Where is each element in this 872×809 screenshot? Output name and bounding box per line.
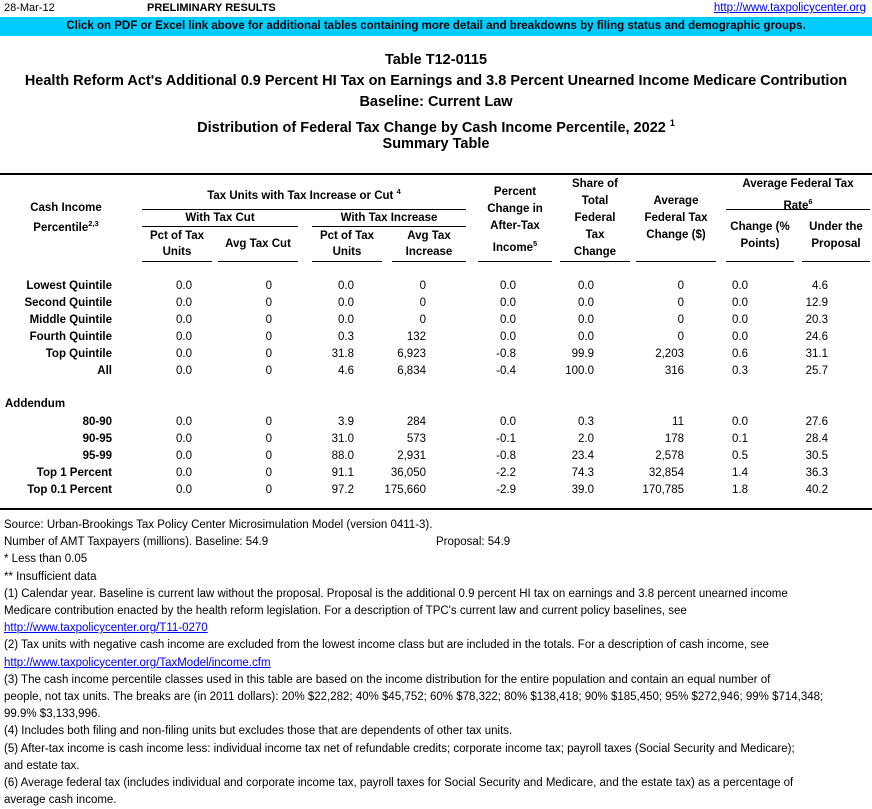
col-header-change-points: Change (% Points) (730, 221, 790, 250)
note-5: (5) After-tax income is cash income less: individual income tax net of refundable credits; corporate income tax; payroll taxes (Social Security and Medicare); (4, 742, 795, 755)
table-cell: 0.0 (578, 280, 594, 292)
table-cell: 0.0 (176, 433, 192, 445)
col-header-avg-tax-cut: Avg Tax Cut (225, 238, 291, 250)
col-rule (560, 261, 630, 262)
note-3-cont2: 99.9% $3,133,996. (4, 708, 101, 721)
table-cell: 0 (419, 280, 426, 292)
row-label: Middle Quintile (29, 314, 112, 326)
col-header-pct-change: Percent Change in After-Tax Income$^5$ (487, 186, 543, 254)
table-cell: 31.0 (331, 433, 354, 445)
table-cell: 0 (265, 314, 272, 326)
table-cell: 0.6 (732, 348, 748, 360)
table-cell: 0.0 (338, 314, 354, 326)
summary-table (0, 278, 828, 380)
table-cell: 6,923 (397, 348, 426, 360)
col-header-with-tax-increase: With Tax Increase (340, 212, 438, 224)
table-cell: 0.0 (732, 331, 748, 343)
table-cell: 30.5 (805, 450, 828, 462)
table-cell: 0.0 (176, 280, 192, 292)
amt-note: Number of AMT Taxpayers (millions). Baseline: 54.9 Proposal: 54.9 (4, 536, 511, 549)
table-cell: 2,578 (655, 450, 684, 462)
table-cell: -0.8 (496, 450, 516, 462)
col-header-avg-fed-tax: Average Federal Tax Change ($) (644, 195, 708, 241)
summary-title: Summary Table (382, 136, 490, 152)
table-cell: -0.8 (496, 348, 516, 360)
row-label: Top 0.1 Percent (27, 484, 112, 496)
table-cell: 0 (419, 297, 426, 309)
row-label: Lowest Quintile (26, 280, 112, 292)
table-cell: 0.0 (338, 280, 354, 292)
table-row (0, 312, 828, 329)
insufficient-note: ** Insufficient data (4, 570, 97, 583)
col-header-avg-tax-increase: Avg Tax Increase (405, 230, 453, 258)
table-cell: 36,050 (390, 467, 426, 479)
tpc-website-link[interactable]: http://www.taxpolicycenter.org (713, 2, 866, 14)
table-cell: 175,660 (384, 484, 426, 496)
table-cell: -2.2 (496, 467, 516, 479)
table-cell: 0.3 (338, 331, 354, 343)
table-cell: 0.3 (732, 365, 748, 377)
note-1: (1) Calendar year. Baseline is current law without the proposal. Proposal is the additional 0.9 percent HI tax on earnings and 3.8 percent unearned income (4, 587, 788, 600)
table-cell: 39.0 (571, 484, 594, 496)
row-label: 80-90 (82, 416, 112, 428)
note-6: (6) Average federal tax (includes individual and corporate income tax, payroll taxes for Social Security and Medicare, and the estate tax) as a percentage of (4, 777, 794, 790)
table-cell: 316 (664, 365, 684, 377)
distribution-title: Distribution of Federal Tax Change by Cash Income Percentile, 2022 $^1$ (197, 118, 675, 136)
table-cell: 28.4 (805, 433, 828, 445)
table-id: Table T12-0115 (384, 52, 488, 68)
table-cell: 178 (664, 433, 684, 445)
row-label: Fourth Quintile (29, 331, 112, 343)
col-rule (142, 261, 212, 262)
table-row (0, 329, 828, 346)
table-cell: -0.1 (496, 433, 516, 445)
row-label: Top 1 Percent (36, 467, 112, 479)
table-cell: 0 (677, 280, 684, 292)
table-cell: 0.0 (578, 314, 594, 326)
baseline-link[interactable]: http://www.taxpolicycenter.org/T11-0270 (4, 622, 208, 635)
table-cell: 3.9 (338, 416, 354, 428)
table-cell: 0.0 (578, 331, 594, 343)
table-cell: 1.8 (732, 484, 748, 496)
table-cell: 23.4 (571, 450, 594, 462)
table-cell: 0 (265, 348, 272, 360)
table-cell: 2,931 (397, 450, 426, 462)
table-cell: 0 (265, 467, 272, 479)
col-header-share: Share of Total Federal Tax Change (571, 178, 618, 258)
col-rule (726, 261, 794, 262)
table-cell: 0.3 (578, 416, 594, 428)
row-label: 90-95 (82, 433, 112, 445)
table-cell: 0.1 (732, 433, 748, 445)
table-cell: 32,854 (648, 467, 684, 479)
table-cell: 0.0 (500, 280, 516, 292)
col-header-pct-tax-increase: Pct of Tax Units (319, 230, 375, 258)
table-cell: 0 (265, 433, 272, 445)
table-cell: 0.0 (176, 297, 192, 309)
table-cell: 284 (406, 416, 426, 428)
table-cell: 20.3 (805, 314, 828, 326)
table-cell: 31.8 (331, 348, 354, 360)
table-cell: 0.0 (338, 297, 354, 309)
table-cell: 0.0 (176, 450, 192, 462)
col-rule (392, 261, 466, 262)
notes-block (4, 517, 870, 809)
col-header-with-tax-cut: With Tax Cut (185, 212, 255, 224)
note-3-cont: people, not tax units. The breaks are (in 2011 dollars): 20% $22,282; 40% $45,752; 60% $78,322; 80% $138,418; 90% $185,450; 95% $272,946; 99% $714,348; (4, 691, 824, 704)
table-cell: 11 (672, 416, 684, 428)
table-cell: 0 (677, 314, 684, 326)
table-cell: 4.6 (812, 280, 828, 292)
col-rule (636, 261, 716, 262)
table-cell: 0.0 (176, 348, 192, 360)
with-tax-cut-rule (142, 226, 298, 227)
cash-income-link[interactable]: http://www.taxpolicycenter.org/TaxModel/income.cfm (4, 656, 271, 669)
table-cell: 0.0 (176, 314, 192, 326)
table-cell: 0 (265, 450, 272, 462)
addendum-row (0, 431, 828, 448)
table-row (0, 363, 828, 380)
table-cell: 0.0 (176, 416, 192, 428)
table-cell: 0 (677, 331, 684, 343)
note-2: (2) Tax units with negative cash income are excluded from the lowest income class but are included in the totals. For a description of cash income, see (4, 639, 769, 652)
table-bottom-rule (0, 508, 872, 510)
col-rule (312, 261, 382, 262)
table-cell: 40.2 (805, 484, 828, 496)
row-label: 95-99 (82, 450, 112, 462)
less-than-note: * Less than 0.05 (4, 553, 88, 566)
table-cell: 99.9 (571, 348, 594, 360)
top-bar (0, 0, 872, 17)
table-cell: 0 (265, 280, 272, 292)
table-cell: -0.4 (496, 365, 516, 377)
col-header-pct-tax-cut: Pct of Tax Units (149, 230, 205, 258)
table-cell: 0 (419, 314, 426, 326)
table-cell: 132 (406, 331, 426, 343)
table-cell: 100.0 (565, 365, 594, 377)
note-5-cont: and estate tax. (4, 759, 80, 772)
table-cell: 6,834 (397, 365, 426, 377)
table-cell: 0.0 (732, 297, 748, 309)
table-cell: 31.1 (805, 348, 828, 360)
table-cell: 97.2 (331, 484, 354, 496)
table-cell: 27.6 (805, 416, 828, 428)
col-header-cash-income: Cash Income Percentile$^{2,3}$ (30, 202, 102, 234)
addendum-row (0, 482, 828, 499)
table-cell: 0.0 (732, 280, 748, 292)
table-cell: 0.0 (176, 331, 192, 343)
table-cell: 4.6 (338, 365, 354, 377)
note-4: (4) Includes both filing and non-filing units but excludes those that are dependents of other tax units. (4, 725, 513, 738)
table-cell: 36.3 (805, 467, 828, 479)
note-6-cont: average cash income. (4, 794, 117, 807)
table-cell: 91.1 (331, 467, 354, 479)
table-cell: 0.0 (500, 416, 516, 428)
table-cell: 0.0 (176, 365, 192, 377)
col-rule (218, 261, 298, 262)
table-cell: 0.0 (176, 484, 192, 496)
note-3: (3) The cash income percentile classes used in this table are based on the income distribution for the entire population and contain an equal number of (4, 673, 771, 686)
table-cell: 2.0 (578, 433, 594, 445)
table-cell: 0 (265, 297, 272, 309)
col-header-under-proposal: Under the Proposal (809, 221, 863, 250)
table-cell: -2.9 (496, 484, 516, 496)
table-cell: 0.0 (500, 331, 516, 343)
table-title-block (0, 50, 872, 155)
row-label: All (97, 365, 112, 377)
table-cell: 0.5 (732, 450, 748, 462)
table-row (0, 346, 828, 363)
table-cell: 0.0 (732, 416, 748, 428)
addendum-row (0, 465, 828, 482)
table-row (0, 295, 828, 312)
table-cell: 1.4 (732, 467, 748, 479)
baseline-title: Baseline: Current Law (359, 94, 513, 110)
col-header-avg-rate: Average Federal Tax Rate$^6$ (742, 178, 854, 212)
table-cell: 0 (265, 484, 272, 496)
table-cell: 0.0 (578, 297, 594, 309)
table-cell: 0 (677, 297, 684, 309)
col-rule (478, 261, 552, 262)
addendum-row (0, 414, 828, 431)
table-cell: 0 (265, 365, 272, 377)
table-cell: 0 (265, 331, 272, 343)
table-cell: 573 (406, 433, 426, 445)
row-label: Top Quintile (45, 348, 112, 360)
source-note: Source: Urban-Brookings Tax Policy Center Microsimulation Model (version 0411-3). (4, 519, 433, 531)
table-cell: 25.7 (805, 365, 828, 377)
table-cell: 170,785 (642, 484, 684, 496)
table-cell: 0.0 (732, 314, 748, 326)
report-date: 28-Mar-12 (4, 2, 55, 14)
table-cell: 12.9 (805, 297, 828, 309)
notice-banner: Click on PDF or Excel link above for additional tables containing more detail and breakdowns by filing status and demographic groups. (0, 17, 872, 36)
addendum-row (0, 448, 828, 465)
header-top-rule (0, 173, 872, 175)
table-cell: 24.6 (805, 331, 828, 343)
preliminary-label: PRELIMINARY RESULTS (147, 2, 276, 14)
row-label: Second Quintile (24, 297, 112, 309)
table-row (0, 278, 828, 295)
col-rule (802, 261, 870, 262)
table-cell: 0.0 (500, 314, 516, 326)
table-cell: 0.0 (176, 467, 192, 479)
col-header-tax-units: Tax Units with Tax Increase or Cut $^4$ (207, 187, 401, 202)
table-cell: 0 (265, 416, 272, 428)
addendum-table (0, 414, 828, 499)
table-cell: 74.3 (571, 467, 594, 479)
table-cell: 88.0 (331, 450, 354, 462)
note-1-cont: Medicare contribution enacted by the health reform legislation. For a description of TPC's current law and current policy baselines, see (4, 605, 687, 618)
table-cell: 0.0 (500, 297, 516, 309)
table-cell: 2,203 (655, 348, 684, 360)
addendum-label: Addendum (5, 398, 66, 410)
with-tax-increase-rule (312, 226, 466, 227)
table-title: Health Reform Act's Additional 0.9 Percent HI Tax on Earnings and 3.8 Percent Unearned Income Medicare Contribution (24, 73, 848, 89)
